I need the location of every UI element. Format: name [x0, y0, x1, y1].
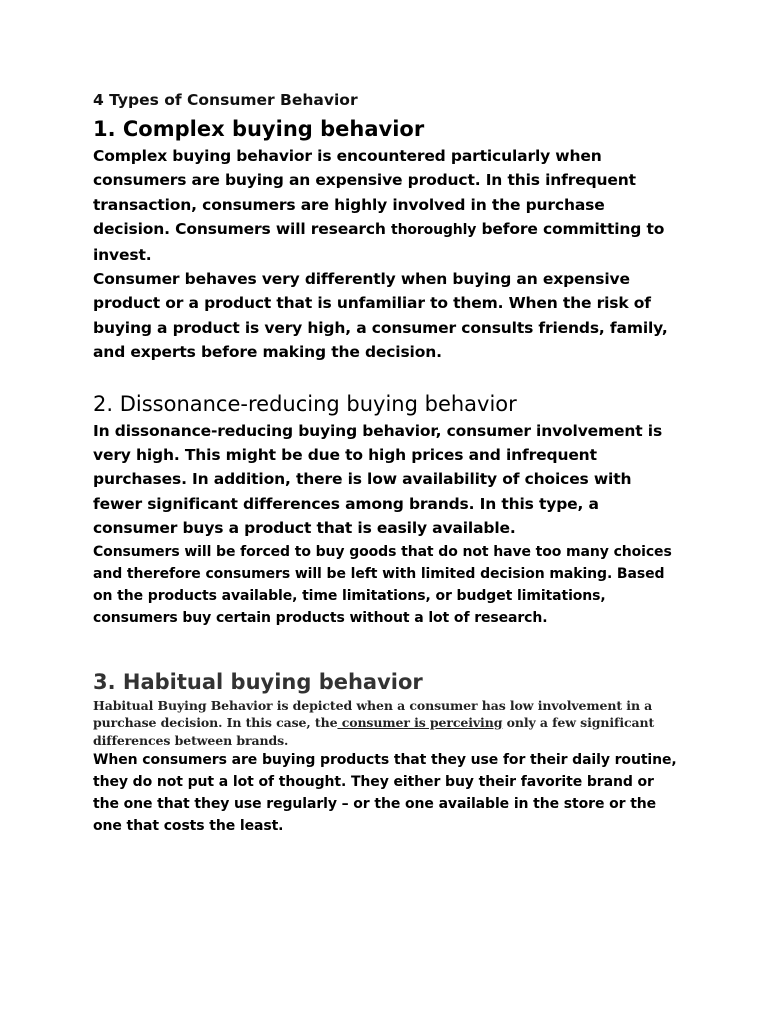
document-title: 4 Types of Consumer Behavior — [93, 91, 358, 109]
section-1-paragraph-2: Consumer behaves very differently when buying an expensive product or a product that is unfamiliar to them. When the risk of buying a product is very high, a consumer consults friends, family, and experts before making the decision. — [93, 270, 668, 362]
section-1-paragraph-1-start: Complex buying behavior is encountered particularly when consumers are buying an expensive product. In this infrequent transaction, consumers are highly involved in the purchase decision. Consumers will research — [93, 147, 636, 239]
section-1-paragraph-1 — [93, 144, 678, 267]
section-2-heading: 2. Dissonance-reducing buying behavior — [93, 391, 517, 416]
section-3-paragraph-2: When consumers are buying products that they use for their daily routine, they do not put a lot of thought. They either buy their favorite brand or the one that they use regularly – or the one available in the store or the one that costs the least. — [93, 752, 677, 835]
section-1-heading: 1. Complex buying behavior — [93, 117, 425, 141]
document-body — [93, 88, 678, 837]
section-3-paragraph-1-end: only a few significant differences between brands. — [93, 715, 655, 748]
section-2-paragraph-1: In dissonance-reducing buying behavior, consumer involvement is very high. This might be due to high prices and infrequent purchases. In addition, there is low availability of choices with fewer significant differences among brands. In this type, a consumer buys a product that is easily available. — [93, 421, 663, 538]
section-2-paragraph-2: Consumers will be forced to buy goods that do not have too many choices and therefore consumers will be left with limited decision making. Based on the products available, time limitations, or budget limitations, consumers buy certain products without a lot of research. — [93, 543, 672, 626]
section-3-heading: 3. Habitual buying behavior — [93, 669, 423, 694]
section-3-paragraph-1 — [93, 697, 678, 750]
consumer-perceiving-link[interactable]: consumer is perceiving — [337, 715, 503, 731]
section-1-paragraph-1-emphasis: thoroughly — [391, 222, 477, 239]
section-3-paragraph-1-start: Habitual Buying Behavior is depicted when a consumer has low involvement in a purchase decision. In this case, the — [93, 697, 653, 731]
section-1-paragraph-1-end: before committing to invest. — [93, 220, 665, 264]
